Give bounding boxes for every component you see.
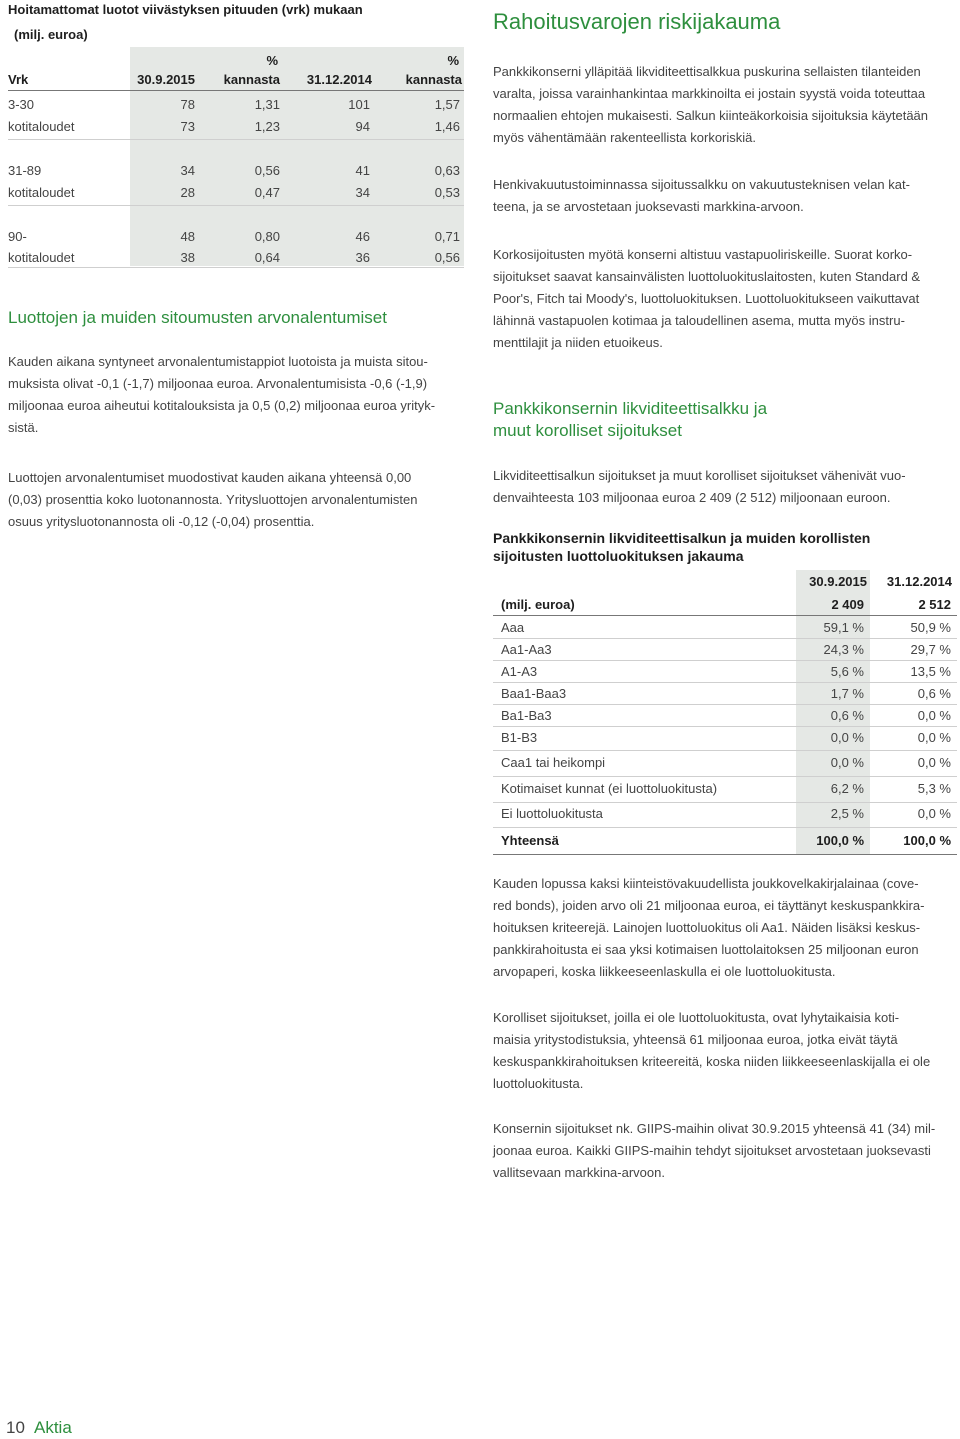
paragraph-impairments-2: Luottojen arvonalentumiset muodostivat kauden aikana yhteensä 0,00 (0,03) prosenttia koko luotonannosta. Yritysluottojen arvonalentumisten osuus yritysluotonannosta oli -0,12 (-0,04) prosenttia. <box>8 470 418 529</box>
table-row: Caa1 tai heikompi 0,0 % 0,0 % <box>493 752 957 777</box>
row-v1: 34 <box>180 163 195 178</box>
table-row: Ba1-Ba3 0,6 % 0,0 % <box>493 705 957 727</box>
row-p2: 0,53 <box>434 185 460 200</box>
rating-header-2015: 30.9.2015 <box>809 574 867 589</box>
paragraph-portfolio: Likviditeettisalkun sijoitukset ja muut korolliset sijoitukset vähenivät vuo- denvaihteesta 103 miljoonaa euroa 2 409 (2 512) miljoonaan euroon. <box>493 468 906 505</box>
row-label: kotitaloudet <box>8 119 75 134</box>
row-p2: 1,46 <box>434 119 460 134</box>
row-v1: 73 <box>180 119 195 134</box>
paragraph-counterparty: Korkosijoitusten myötä konserni altistuu vastapuoliriskeille. Suorat korko- sijoitukset saavat kansainvälisten luottoluokituslaitosten, kuten Standard & Poor's, Fitch tai Moody's, luottoluokituksen. Luottoluokitukseen vaikuttavat lähinnä vastapuolen kotimaa ja taloudellinen asema, mutta myös instru- menttilajit ja niiden etuoikeus. <box>493 247 921 350</box>
paragraph-impairments-1: Kauden aikana syntyneet arvonalentumistappiot luotoista ja muista sitou- muksista olivat -0,1 (-1,7) miljoonaa euroa. Arvonalentumisista -0,6 (-1,9) miljoonaa euroa aiheutui kotitalouksista ja 0,5 (0,2) miljoonaa euroa yrityk- sistä. <box>8 354 436 435</box>
row-divider <box>8 205 464 206</box>
table-row: A1-A3 5,6 % 13,5 % <box>493 661 957 683</box>
row-v2: 46 <box>355 229 370 244</box>
header-pct2-top: % <box>447 53 459 68</box>
brand-logo: Aktia <box>34 1418 72 1437</box>
row-p1: 1,31 <box>254 97 280 112</box>
row-v1: 38 <box>180 250 195 265</box>
row-v1: 78 <box>180 97 195 112</box>
row-label: 31-89 <box>8 163 42 178</box>
row-v2: 94 <box>355 119 370 134</box>
paragraph-liquidity: Pankkikonserni ylläpitää likviditeettisalkkua puskurina sellaisten tilanteiden varalta, joissa varainhankintaa markkinoilta ei jostain syystä voida toteuttaa normaalien ehtojen mukaisesti. Salkun kiinteäkorkoisia sijoituksia käytetään myös vähentämään rakenteellista korkoriskiä. <box>493 64 929 145</box>
row-label: kotitaloudet <box>8 185 75 200</box>
paragraph-covered-bonds: Kauden lopussa kaksi kiinteistövakuudellista joukkovelkakirjalainaa (cove- red bonds), joiden arvo oli 21 miljoonaa euroa, ei täyttänyt keskuspankkira- hoituksen kriteerejä. Lainojen luottoluokitus oli Aa1. Näiden lisäksi keskus- pankkirahoitusta ei saa yksi kotimaisen luottolaitoksen 25 miljoonan euron arvopaperi, koska liikkeeseenlaskulla ei ole luottoluokitusta. <box>493 876 925 979</box>
row-p2: 0,71 <box>434 229 460 244</box>
row-p1: 0,64 <box>254 250 280 265</box>
row-label: 3-30 <box>8 97 35 112</box>
paragraph-unrated: Korolliset sijoitukset, joilla ei ole luottoluokitusta, ovat lyhytaikaisia koti- maisia yritystodistuksia, yhteensä 61 miljoonaa euroa, jotka eivät täytä keskuspankkirahoituksen kriteereitä, koska niiden liikkeeseenlaskijalla ei ole luottoluokitusta. <box>493 1010 931 1091</box>
section-heading-liquidity-portfolio: Pankkikonsernin likviditeettisalkku ja muut korolliset sijoitukset <box>493 399 768 440</box>
row-v1: 48 <box>180 229 195 244</box>
left-table-title: Hoitamattomat luotot viivästyksen pituuden (vrk) mukaan <box>8 2 363 17</box>
row-v2: 36 <box>355 250 370 265</box>
row-label: kotitaloudet <box>8 250 75 265</box>
row-v2: 41 <box>355 163 370 178</box>
row-p2: 0,63 <box>434 163 460 178</box>
row-p2: 1,57 <box>434 97 460 112</box>
table-row: Aaa 59,1 % 50,9 % <box>493 617 957 639</box>
rating-header-2014: 31.12.2014 <box>886 574 952 589</box>
paragraph-giips: Konsernin sijoitukset nk. GIIPS-maihin olivat 30.9.2015 yhteensä 41 (34) mil- joonaa euroa. Kaikki GIIPS-maihin tehdyt sijoitukset arvostetaan juoksevasti vallitsevaan markkina-arvoon. <box>493 1121 936 1180</box>
table-row: Kotimaiset kunnat (ei luottoluokitusta) 6,2 % 5,3 % <box>493 778 957 803</box>
table-row: Baa1-Baa3 1,7 % 0,6 % <box>493 683 957 705</box>
header-pct1-top: % <box>266 53 278 68</box>
page-number: 10 <box>6 1418 25 1437</box>
row-p1: 0,80 <box>254 229 280 244</box>
page-title: Rahoitusvarojen riskijakauma <box>493 9 781 34</box>
row-p1: 0,56 <box>254 163 280 178</box>
row-p1: 1,23 <box>254 119 280 134</box>
section-heading-impairments: Luottojen ja muiden sitoumusten arvonalentumiset <box>8 308 387 327</box>
row-p1: 0,47 <box>254 185 280 200</box>
row-p2: 0,56 <box>434 250 460 265</box>
row-v2: 101 <box>348 97 370 112</box>
row-divider <box>8 267 464 268</box>
header-pct1-bottom: kannasta <box>223 72 280 87</box>
row-divider <box>8 139 464 140</box>
table-row: B1-B3 0,0 % 0,0 % <box>493 727 957 751</box>
table-row: Aa1-Aa3 24,3 % 29,7 % <box>493 639 957 661</box>
row-label: 90- <box>8 229 27 244</box>
table-row-total: Yhteensä 100,0 % 100,0 % <box>493 829 957 855</box>
header-date2: 31.12.2014 <box>306 72 372 87</box>
header-vrk: Vrk <box>8 72 29 87</box>
table-row: (milj. euroa) 2 409 2 512 <box>493 594 957 616</box>
table-row: Ei luottoluokitusta 2,5 % 0,0 % <box>493 803 957 828</box>
rating-table-title: Pankkikonsernin likviditeettisalkun ja muiden korollisten sijoitusten luottoluokituksen jakauma <box>493 530 871 564</box>
header-date1: 30.9.2015 <box>137 72 195 87</box>
paragraph-life-insurance: Henkivakuutustoiminnassa sijoitussalkku on vakuutusteknisen velan kat- teena, ja se arvostetaan juoksevasti markkina-arvoon. <box>493 177 910 214</box>
row-v1: 28 <box>180 185 195 200</box>
header-pct2-bottom: kannasta <box>405 72 462 87</box>
row-v2: 34 <box>355 185 370 200</box>
left-table-unit: (milj. euroa) <box>14 27 88 42</box>
header-divider <box>8 90 464 91</box>
